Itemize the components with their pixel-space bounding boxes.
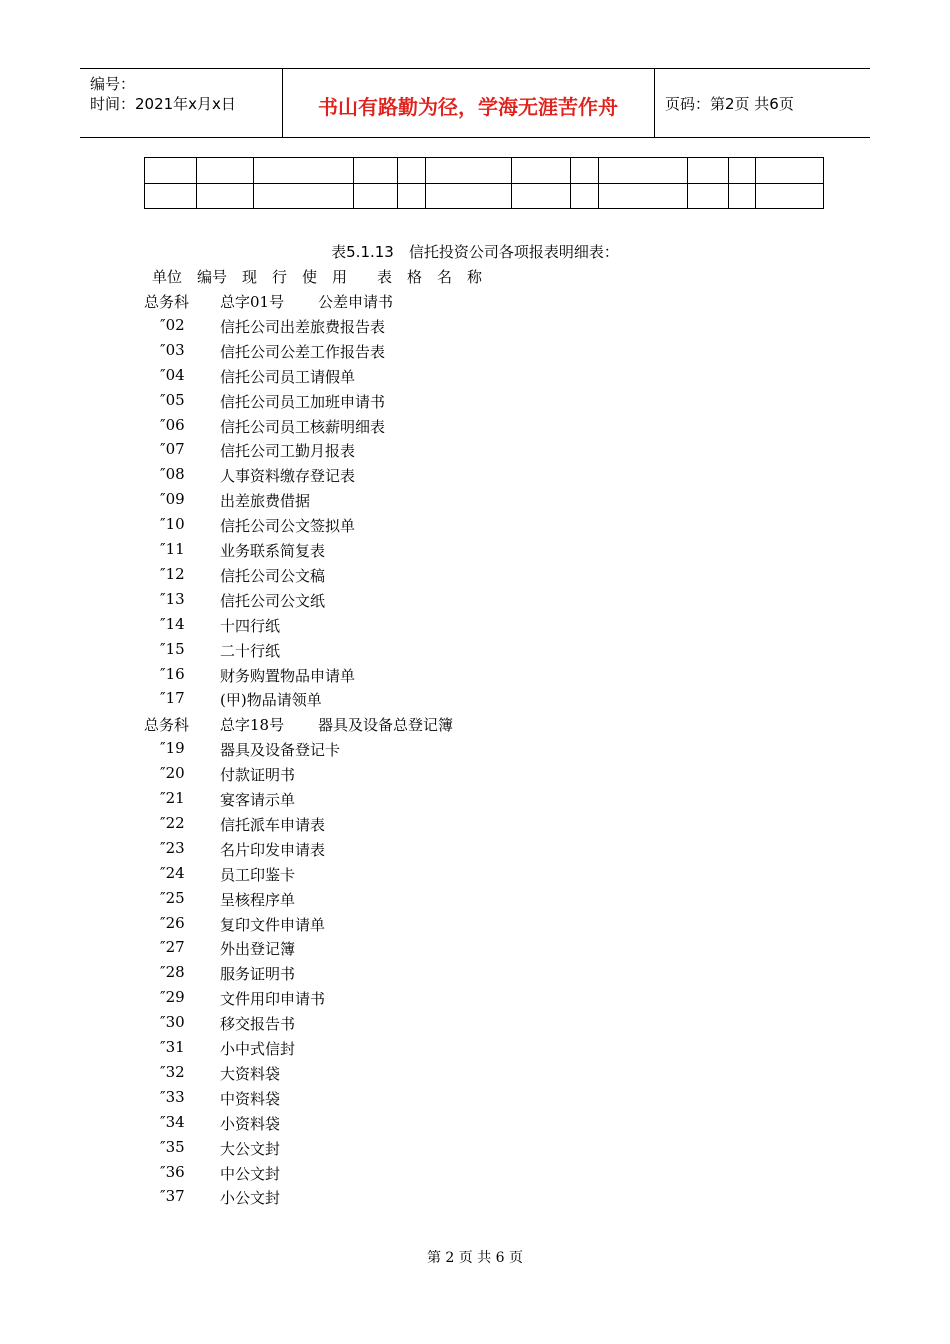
form-name-cell: 移交报告书 [220, 1015, 296, 1033]
code-cell: ″30 [160, 1013, 185, 1031]
form-name-cell: 信托公司员工核薪明细表 [220, 418, 386, 436]
code-cell: ″12 [160, 565, 185, 583]
form-name-cell: 信托公司工勤月报表 [220, 442, 356, 460]
form-name-cell: 信托公司公文签拟单 [220, 517, 356, 535]
date-label: 时间：2021年x月x日 [90, 95, 236, 113]
header-motto-cell [282, 69, 655, 137]
code-cell: ″22 [160, 814, 185, 832]
form-name-cell: (甲)物品请领单 [220, 691, 322, 709]
code-cell: ″33 [160, 1088, 185, 1106]
code-cell: ″26 [160, 914, 185, 932]
form-name-cell: 宴客请示单 [220, 791, 296, 809]
code-cell: ″13 [160, 590, 185, 608]
code-cell: ″08 [160, 465, 185, 483]
column-headers: 单位 编号 现 行 使 用 表 格 名 称 [152, 268, 483, 286]
form-name-cell: 中公文封 [220, 1165, 281, 1183]
code-cell: ″35 [160, 1138, 185, 1156]
empty-grid-table [144, 157, 824, 209]
form-name-cell: 器具及设备总登记簿 [318, 716, 454, 734]
form-name-cell: 信托公司出差旅费报告表 [220, 318, 386, 336]
form-name-cell: 名片印发申请表 [220, 841, 326, 859]
code-cell: ″19 [160, 739, 185, 757]
form-name-cell: 业务联系简复表 [220, 542, 326, 560]
grid-col-divider [353, 158, 354, 208]
code-cell: ″24 [160, 864, 185, 882]
code-cell: ″23 [160, 839, 185, 857]
code-cell: ″17 [160, 689, 185, 707]
unit-cell: 总务科 [144, 716, 190, 734]
form-name-cell: 信托派车申请表 [220, 816, 326, 834]
form-name-cell: 呈核程序单 [220, 891, 296, 909]
code-cell: 总字01号 [220, 293, 285, 311]
code-cell: ″27 [160, 938, 185, 956]
form-name-cell: 大公文封 [220, 1140, 281, 1158]
code-cell: ″04 [160, 366, 185, 384]
code-cell: ″09 [160, 490, 185, 508]
grid-col-divider [196, 158, 197, 208]
form-name-cell: 信托公司公文稿 [220, 567, 326, 585]
page-info: 页码：第2页 共6页 [665, 95, 794, 113]
form-name-cell: 二十行纸 [220, 642, 281, 660]
form-name-cell: 人事资料缴存登记表 [220, 467, 356, 485]
code-cell: ″36 [160, 1163, 185, 1181]
code-cell: ″05 [160, 391, 185, 409]
code-cell: ″37 [160, 1187, 185, 1205]
code-cell: ″32 [160, 1063, 185, 1081]
form-name-cell: 复印文件申请单 [220, 916, 326, 934]
code-cell: ″03 [160, 341, 185, 359]
grid-col-divider [253, 158, 254, 208]
form-name-cell: 中资料袋 [220, 1090, 281, 1108]
form-name-cell: 十四行纸 [220, 617, 281, 635]
code-cell: ″28 [160, 963, 185, 981]
code-cell: ″07 [160, 440, 185, 458]
page-footer: 第 2 页 共 6 页 [426, 1250, 524, 1266]
form-name-cell: 信托公司公文纸 [220, 592, 326, 610]
number-label: 编号： [90, 75, 136, 93]
form-name-cell: 服务证明书 [220, 965, 296, 983]
form-name-cell: 小公文封 [220, 1189, 281, 1207]
grid-row-divider [145, 183, 823, 184]
grid-col-divider [397, 158, 398, 208]
code-cell: 总字18号 [220, 716, 285, 734]
code-cell: ″16 [160, 665, 185, 683]
code-cell: ″29 [160, 988, 185, 1006]
code-cell: ″11 [160, 540, 185, 558]
code-cell: ″14 [160, 615, 185, 633]
form-name-cell: 信托公司员工请假单 [220, 368, 356, 386]
header-page-cell [655, 69, 870, 137]
form-name-cell: 大资料袋 [220, 1065, 281, 1083]
table-title: 表5.1.13 信托投资公司各项报表明细表： [331, 243, 619, 261]
form-name-cell: 器具及设备登记卡 [220, 741, 341, 759]
code-cell: ″15 [160, 640, 185, 658]
form-name-cell: 文件用印申请书 [220, 990, 326, 1008]
code-cell: ″06 [160, 416, 185, 434]
motto: 书山有路勤为径，学海无涯苦作舟 [318, 95, 618, 119]
grid-col-divider [511, 158, 512, 208]
grid-col-divider [755, 158, 756, 208]
code-cell: ″21 [160, 789, 185, 807]
form-name-cell: 财务购置物品申请单 [220, 667, 356, 685]
code-cell: ″20 [160, 764, 185, 782]
code-cell: ″25 [160, 889, 185, 907]
form-name-cell: 公差申请书 [318, 293, 394, 311]
form-name-cell: 出差旅费借据 [220, 492, 311, 510]
unit-cell: 总务科 [144, 293, 190, 311]
code-cell: ″10 [160, 515, 185, 533]
form-name-cell: 外出登记簿 [220, 940, 296, 958]
grid-col-divider [728, 158, 729, 208]
form-name-cell: 员工印鉴卡 [220, 866, 296, 884]
grid-col-divider [598, 158, 599, 208]
form-name-cell: 付款证明书 [220, 766, 296, 784]
page-header [80, 68, 870, 138]
form-name-cell: 信托公司公差工作报告表 [220, 343, 386, 361]
header-left-cell [80, 69, 283, 137]
grid-col-divider [570, 158, 571, 208]
form-name-cell: 信托公司员工加班申请书 [220, 393, 386, 411]
form-name-cell: 小资料袋 [220, 1115, 281, 1133]
form-name-cell: 小中式信封 [220, 1040, 296, 1058]
code-cell: ″31 [160, 1038, 185, 1056]
grid-col-divider [425, 158, 426, 208]
grid-col-divider [687, 158, 688, 208]
code-cell: ″02 [160, 316, 185, 334]
code-cell: ″34 [160, 1113, 185, 1131]
